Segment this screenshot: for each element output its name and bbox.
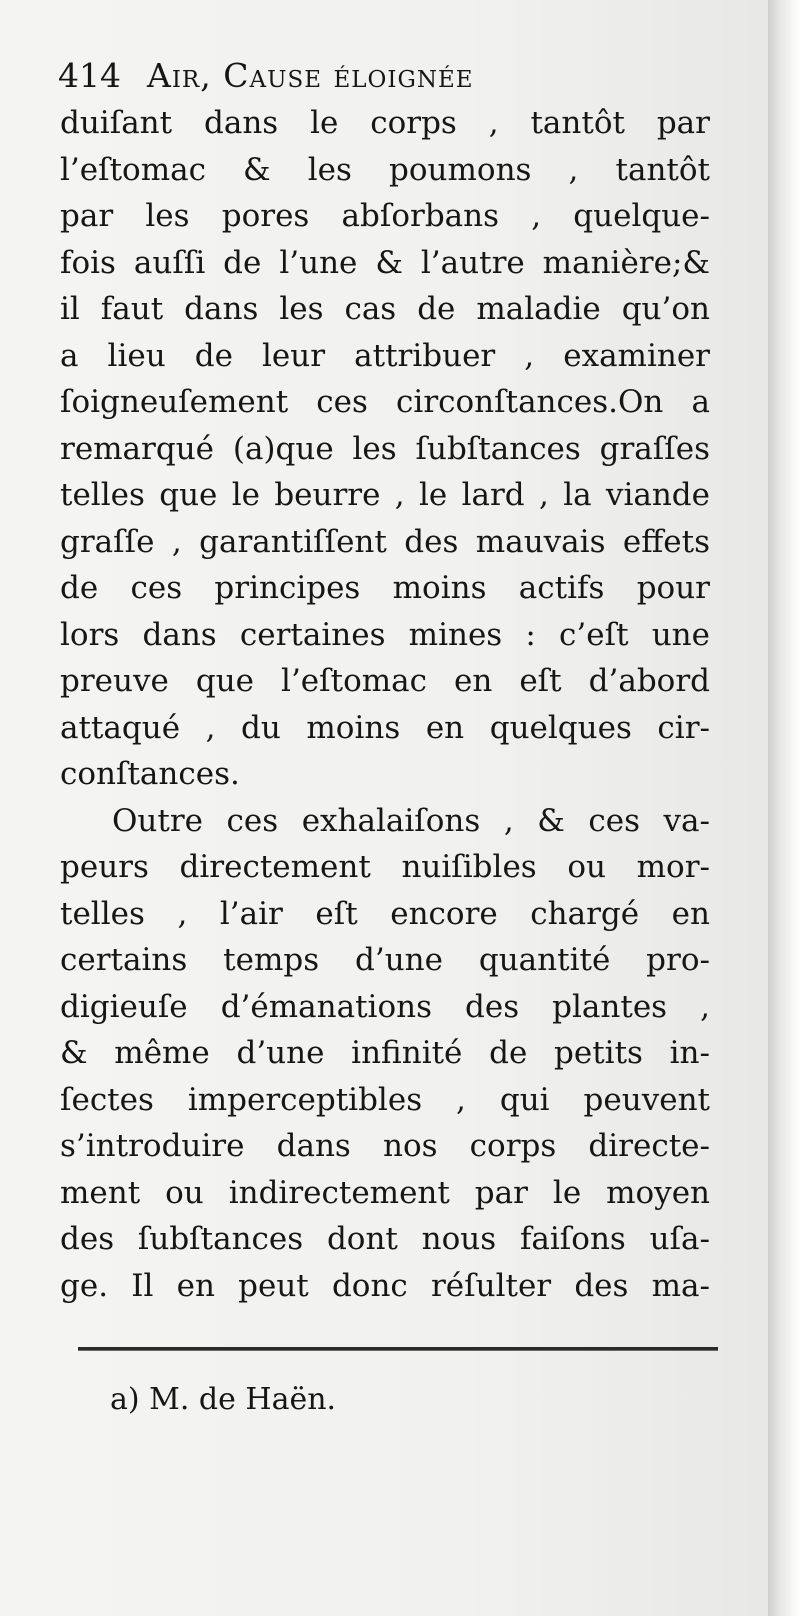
text-line: il faut dans les cas de maladie qu’on	[60, 291, 710, 327]
text-line: graſſe , garantiſſent des mauvais effets	[60, 523, 710, 560]
text-line: des ſubſtances dont nous faiſons uſa-	[60, 1221, 710, 1257]
text-line: a lieu de leur attribuer , examiner	[60, 337, 710, 374]
text-line: ſectes imperceptibles , qui peuvent	[60, 1081, 710, 1118]
text-line: certains temps d’une quantité pro-	[60, 942, 710, 978]
text-line: remarqué (a)que les ſubſtances graſſes	[60, 430, 710, 467]
text-line: peurs directement nuiſibles ou mor-	[60, 849, 710, 885]
text-line: digieuſe d’émanations des plantes ,	[60, 988, 710, 1025]
text-line: duiſant dans le corps , tantôt par	[60, 105, 710, 141]
text-line: l’eſtomac & les poumons , tantôt	[60, 151, 710, 188]
footnote: a) M. de Haën.	[110, 1382, 337, 1417]
page-number: 414	[58, 56, 121, 95]
body-text	[60, 100, 710, 1309]
text-line: s’introduire dans nos corps directe-	[60, 1128, 710, 1164]
text-line: ge. Il en peut donc réſulter des ma-	[60, 1267, 710, 1304]
page-edge-shadow	[768, 0, 800, 1616]
paragraph-2	[60, 798, 710, 1310]
text-line: lors dans certaines mines : c’eſt une	[60, 616, 710, 653]
footnote-divider	[78, 1347, 718, 1351]
text-line: conſtances.	[60, 756, 240, 792]
text-line: ment ou indirectement par le moyen	[60, 1174, 710, 1211]
running-title: Air, Cause éloignée	[147, 56, 474, 95]
text-line: preuve que l’eſtomac en eſt d’abord	[60, 663, 710, 699]
text-line: attaqué , du moins en quelques cir-	[60, 709, 710, 746]
text-line: de ces principes moins actifs pour	[60, 570, 710, 606]
text-line: Outre ces exhalaiſons , & ces va-	[112, 802, 710, 839]
page-header	[58, 48, 708, 104]
paragraph-1	[60, 100, 710, 798]
text-line: fois auſſi de l’une & l’autre manière;&	[60, 244, 710, 281]
text-line: ſoigneuſement ces circonſtances.On a	[60, 384, 710, 420]
text-line: telles que le beurre , le lard , la viande	[60, 477, 710, 513]
text-line: & même d’une infinité de petits in-	[60, 1035, 710, 1071]
text-line: par les pores abſorbans , quelque-	[60, 198, 710, 234]
text-line: telles , l’air eſt encore chargé en	[60, 895, 710, 932]
